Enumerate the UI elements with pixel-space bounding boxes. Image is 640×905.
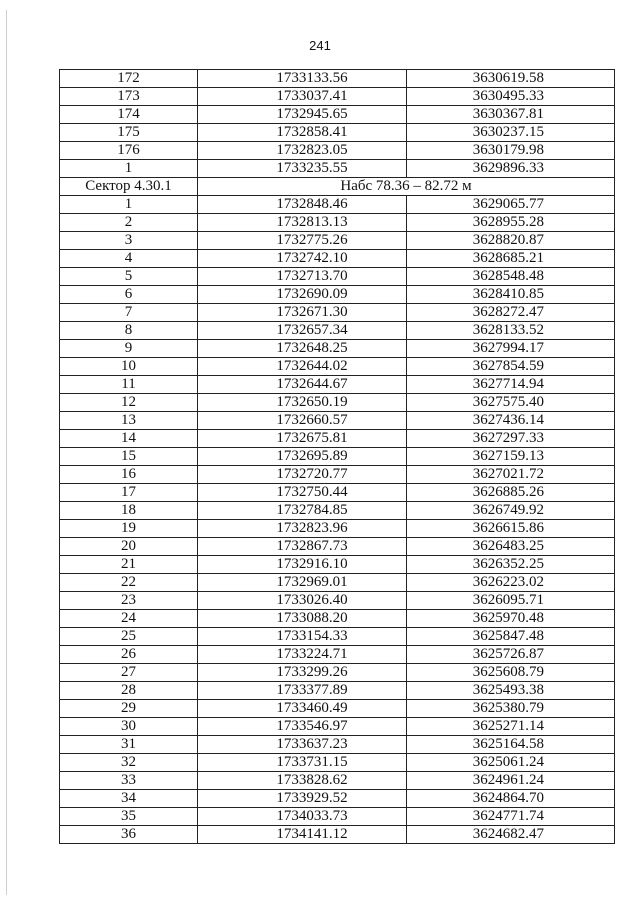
table-row [60,160,615,178]
table-row [60,448,615,466]
sector-rows-group [60,196,615,844]
y-coordinate-cell: 3626615.86 [407,520,615,538]
table-row [60,484,615,502]
y-coordinate-cell: 3627436.14 [407,412,615,430]
point-number-cell: 1 [60,196,198,214]
table-row [60,592,615,610]
point-number-cell: 2 [60,214,198,232]
x-coordinate-cell: 1732775.26 [198,232,407,250]
x-coordinate-cell: 1732742.10 [198,250,407,268]
table-row [60,358,615,376]
x-coordinate-cell: 1732945.65 [198,106,407,124]
x-coordinate-cell: 1733929.52 [198,790,407,808]
point-number-cell: 176 [60,142,198,160]
x-coordinate-cell: 1732867.73 [198,538,407,556]
y-coordinate-cell: 3626749.92 [407,502,615,520]
y-coordinate-cell: 3624682.47 [407,826,615,844]
y-coordinate-cell: 3628548.48 [407,268,615,286]
point-number-cell: 174 [60,106,198,124]
y-coordinate-cell: 3629896.33 [407,160,615,178]
x-coordinate-cell: 1732671.30 [198,304,407,322]
x-coordinate-cell: 1733224.71 [198,646,407,664]
x-coordinate-cell: 1732784.85 [198,502,407,520]
y-coordinate-cell: 3626885.26 [407,484,615,502]
y-coordinate-cell: 3627854.59 [407,358,615,376]
point-number-cell: 20 [60,538,198,556]
table-row [60,700,615,718]
table-row [60,736,615,754]
point-number-cell: 4 [60,250,198,268]
sector-height-range: Набс 78.36 – 82.72 м [198,178,615,196]
point-number-cell: 11 [60,376,198,394]
x-coordinate-cell: 1732848.46 [198,196,407,214]
point-number-cell: 25 [60,628,198,646]
table-row [60,322,615,340]
sector-header-group [60,178,615,196]
table-row [60,394,615,412]
point-number-cell: 14 [60,430,198,448]
table-row [60,70,615,88]
y-coordinate-cell: 3625847.48 [407,628,615,646]
x-coordinate-cell: 1732823.05 [198,142,407,160]
y-coordinate-cell: 3627714.94 [407,376,615,394]
table-row [60,628,615,646]
y-coordinate-cell: 3628272.47 [407,304,615,322]
point-number-cell: 24 [60,610,198,628]
y-coordinate-cell: 3628955.28 [407,214,615,232]
table-row [60,250,615,268]
y-coordinate-cell: 3627021.72 [407,466,615,484]
x-coordinate-cell: 1732823.96 [198,520,407,538]
table-row [60,664,615,682]
sector-label: Сектор 4.30.1 [60,178,198,196]
table-row [60,268,615,286]
y-coordinate-cell: 3627297.33 [407,430,615,448]
point-number-cell: 26 [60,646,198,664]
x-coordinate-cell: 1732648.25 [198,340,407,358]
table-row [60,196,615,214]
x-coordinate-cell: 1732690.09 [198,286,407,304]
x-coordinate-cell: 1732858.41 [198,124,407,142]
y-coordinate-cell: 3630495.33 [407,88,615,106]
table-row [60,646,615,664]
point-number-cell: 3 [60,232,198,250]
point-number-cell: 16 [60,466,198,484]
table-row [60,466,615,484]
y-coordinate-cell: 3624864.70 [407,790,615,808]
point-number-cell: 8 [60,322,198,340]
table-row [60,754,615,772]
y-coordinate-cell: 3630237.15 [407,124,615,142]
table-row [60,214,615,232]
table-row [60,412,615,430]
table-row [60,106,615,124]
x-coordinate-cell: 1734033.73 [198,808,407,826]
point-number-cell: 33 [60,772,198,790]
point-number-cell: 27 [60,664,198,682]
y-coordinate-cell: 3627575.40 [407,394,615,412]
y-coordinate-cell: 3625493.38 [407,682,615,700]
table-row [60,376,615,394]
table-row [60,88,615,106]
x-coordinate-cell: 1733037.41 [198,88,407,106]
x-coordinate-cell: 1733377.89 [198,682,407,700]
x-coordinate-cell: 1732675.81 [198,430,407,448]
table-row [60,574,615,592]
table-row [60,538,615,556]
table-row [60,718,615,736]
point-number-cell: 1 [60,160,198,178]
x-coordinate-cell: 1732720.77 [198,466,407,484]
table-row [60,502,615,520]
y-coordinate-cell: 3625164.58 [407,736,615,754]
y-coordinate-cell: 3628820.87 [407,232,615,250]
x-coordinate-cell: 1732650.19 [198,394,407,412]
x-coordinate-cell: 1733133.56 [198,70,407,88]
point-number-cell: 35 [60,808,198,826]
point-number-cell: 29 [60,700,198,718]
y-coordinate-cell: 3624771.74 [407,808,615,826]
table-row [60,232,615,250]
x-coordinate-cell: 1732713.70 [198,268,407,286]
table-row [60,556,615,574]
x-coordinate-cell: 1732916.10 [198,556,407,574]
table-row [60,790,615,808]
point-number-cell: 15 [60,448,198,466]
y-coordinate-cell: 3626223.02 [407,574,615,592]
y-coordinate-cell: 3628133.52 [407,322,615,340]
y-coordinate-cell: 3627994.17 [407,340,615,358]
y-coordinate-cell: 3625608.79 [407,664,615,682]
y-coordinate-cell: 3625271.14 [407,718,615,736]
point-number-cell: 6 [60,286,198,304]
table-row [60,340,615,358]
table-row [60,826,615,844]
y-coordinate-cell: 3630619.58 [407,70,615,88]
scan-edge-line [6,10,7,895]
x-coordinate-cell: 1733235.55 [198,160,407,178]
coordinates-table [59,69,615,844]
point-number-cell: 21 [60,556,198,574]
y-coordinate-cell: 3626483.25 [407,538,615,556]
point-number-cell: 36 [60,826,198,844]
point-number-cell: 18 [60,502,198,520]
x-coordinate-cell: 1732644.02 [198,358,407,376]
x-coordinate-cell: 1732644.67 [198,376,407,394]
point-number-cell: 23 [60,592,198,610]
table-row [60,430,615,448]
page-number: 241 [309,38,331,53]
table-row [60,610,615,628]
x-coordinate-cell: 1733731.15 [198,754,407,772]
point-number-cell: 13 [60,412,198,430]
point-number-cell: 12 [60,394,198,412]
table-row [60,808,615,826]
y-coordinate-cell: 3628410.85 [407,286,615,304]
x-coordinate-cell: 1733637.23 [198,736,407,754]
y-coordinate-cell: 3624961.24 [407,772,615,790]
y-coordinate-cell: 3629065.77 [407,196,615,214]
point-number-cell: 9 [60,340,198,358]
y-coordinate-cell: 3628685.21 [407,250,615,268]
y-coordinate-cell: 3627159.13 [407,448,615,466]
point-number-cell: 175 [60,124,198,142]
point-number-cell: 19 [60,520,198,538]
point-number-cell: 17 [60,484,198,502]
x-coordinate-cell: 1733828.62 [198,772,407,790]
point-number-cell: 31 [60,736,198,754]
x-coordinate-cell: 1732750.44 [198,484,407,502]
y-coordinate-cell: 3630367.81 [407,106,615,124]
table-row [60,520,615,538]
point-number-cell: 10 [60,358,198,376]
table-row [60,124,615,142]
table-row [60,286,615,304]
x-coordinate-cell: 1733299.26 [198,664,407,682]
table-row [60,682,615,700]
x-coordinate-cell: 1732813.13 [198,214,407,232]
point-number-cell: 173 [60,88,198,106]
x-coordinate-cell: 1732969.01 [198,574,407,592]
y-coordinate-cell: 3625061.24 [407,754,615,772]
y-coordinate-cell: 3625726.87 [407,646,615,664]
x-coordinate-cell: 1733088.20 [198,610,407,628]
point-number-cell: 34 [60,790,198,808]
x-coordinate-cell: 1734141.12 [198,826,407,844]
y-coordinate-cell: 3625380.79 [407,700,615,718]
y-coordinate-cell: 3625970.48 [407,610,615,628]
sector-header-row [60,178,615,196]
point-number-cell: 7 [60,304,198,322]
y-coordinate-cell: 3630179.98 [407,142,615,160]
x-coordinate-cell: 1733026.40 [198,592,407,610]
x-coordinate-cell: 1733154.33 [198,628,407,646]
point-number-cell: 172 [60,70,198,88]
x-coordinate-cell: 1733460.49 [198,700,407,718]
y-coordinate-cell: 3626352.25 [407,556,615,574]
x-coordinate-cell: 1732695.89 [198,448,407,466]
point-number-cell: 5 [60,268,198,286]
point-number-cell: 22 [60,574,198,592]
y-coordinate-cell: 3626095.71 [407,592,615,610]
point-number-cell: 28 [60,682,198,700]
point-number-cell: 32 [60,754,198,772]
table-row [60,772,615,790]
table-row [60,304,615,322]
point-number-cell: 30 [60,718,198,736]
x-coordinate-cell: 1732660.57 [198,412,407,430]
x-coordinate-cell: 1733546.97 [198,718,407,736]
table-row [60,142,615,160]
top-rows-group [60,70,615,178]
x-coordinate-cell: 1732657.34 [198,322,407,340]
